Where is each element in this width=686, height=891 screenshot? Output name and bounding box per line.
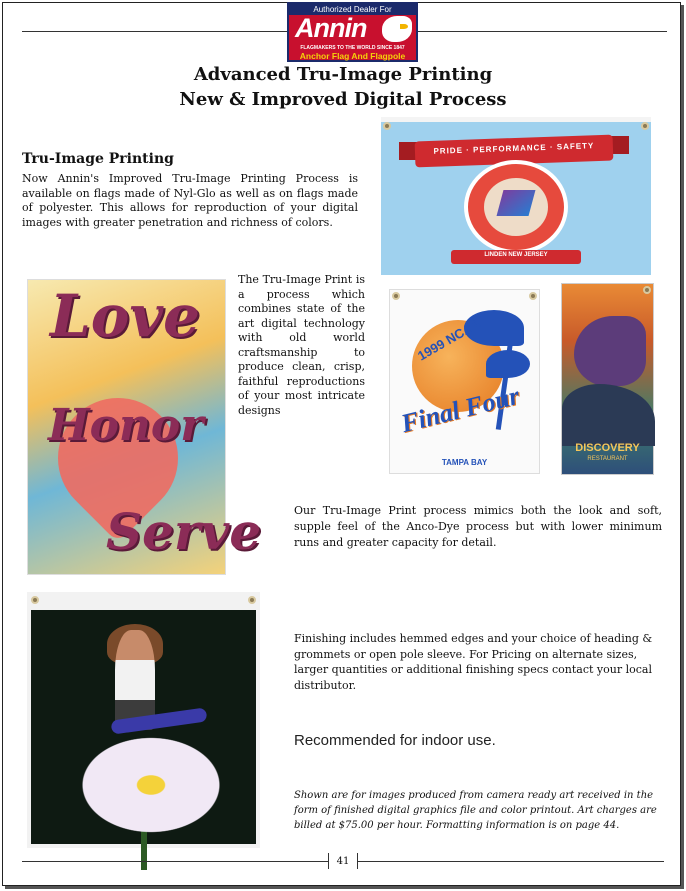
grommet-icon <box>643 286 651 294</box>
location-banner <box>451 250 581 264</box>
logo-brand-name: Annin <box>295 13 367 43</box>
finishing-paragraph: Finishing includes hemmed edges and your choice of heading & grommets or open pole sleeve. For Pricing on alternate sizes, larger quantities or additional finishing specs contact your local distributor. <box>294 632 653 692</box>
page-number: 41 <box>336 856 350 867</box>
footer-rule-left <box>22 861 328 862</box>
section-heading: Tru-Image Printing <box>22 151 174 167</box>
association-seal <box>464 160 568 254</box>
logo-tagline: FLAGMAKERS TO THE WORLD SINCE 1847 <box>300 45 405 51</box>
page-title-line2: New & Improved Digital Process <box>179 89 507 110</box>
ncaa-final-four-flag-image <box>389 289 540 474</box>
grommet-icon <box>641 122 649 130</box>
grommet-icon <box>383 122 391 130</box>
discovery-text: DISCOVERY <box>575 442 640 454</box>
final-four-text: Final Four <box>398 380 523 439</box>
love-honor-serve-flag-image <box>27 279 262 575</box>
ncaa-year-text: 1999 NCAA <box>414 315 484 364</box>
grommet-icon <box>31 596 39 604</box>
daisy-graphic <box>71 730 231 840</box>
pride-banner-text: PRIDE · PERFORMANCE · SAFETY <box>433 141 595 156</box>
page-title-line1: Advanced Tru-Image Printing <box>193 64 493 85</box>
mimic-paragraph: Our Tru-Image Print process mimics both the look and soft, supple feel of the Anco-Dye process but with lower minimum runs and greater capacity for detail. <box>294 504 662 549</box>
restaurant-text: RESTAURANT <box>587 456 628 462</box>
grommet-icon <box>248 596 256 604</box>
flag-word-honor: Honor <box>48 400 204 451</box>
eagle-icon <box>382 16 412 42</box>
logo-authorized-text: Authorized Dealer For <box>289 4 416 15</box>
indoor-use-note: Recommended for indoor use. <box>294 732 496 749</box>
tru-image-description: The Tru-Image Print is a process which combines state of the art digital technology with old world craftsmanship to produce clean, crisp, faithful reproductions of your most intricate designs <box>238 273 365 417</box>
annin-logo <box>287 2 418 62</box>
palm-leaves <box>486 350 530 378</box>
seal-emblem <box>497 190 536 216</box>
flag-word-love: Love <box>50 282 201 350</box>
rock-graphic <box>562 384 655 446</box>
girl-on-flower-flag-image <box>27 592 260 848</box>
flag-word-serve: Serve <box>106 502 262 561</box>
logo-subtitle: Anchor Flag And Flagpole <box>299 51 406 61</box>
grommet-icon <box>392 292 400 300</box>
footer-rule-right <box>358 861 664 862</box>
seal-center <box>484 178 548 236</box>
grommet-icon <box>529 292 537 300</box>
discovery-restaurant-flag-image <box>561 283 654 475</box>
art-charges-note: Shown are for images produced from camera ready art received in the form of finished digital graphics file and color printout. Art charges are billed at $75.00 per hour. Formatting information is on page 44. <box>294 790 657 831</box>
intro-paragraph: Now Annin's Improved Tru-Image Printing Process is available on flags made of Nyl-Glo as well as on flags made of polyester. This allows for reproduction of your digital images with greater penetration and richness of colors. <box>22 172 358 229</box>
tampa-bay-text: TAMPA BAY <box>441 458 488 467</box>
dinosaur-graphic <box>574 316 646 386</box>
location-banner-text: LINDEN NEW JERSEY <box>484 252 548 258</box>
pride-performance-safety-flag-image <box>381 117 651 275</box>
